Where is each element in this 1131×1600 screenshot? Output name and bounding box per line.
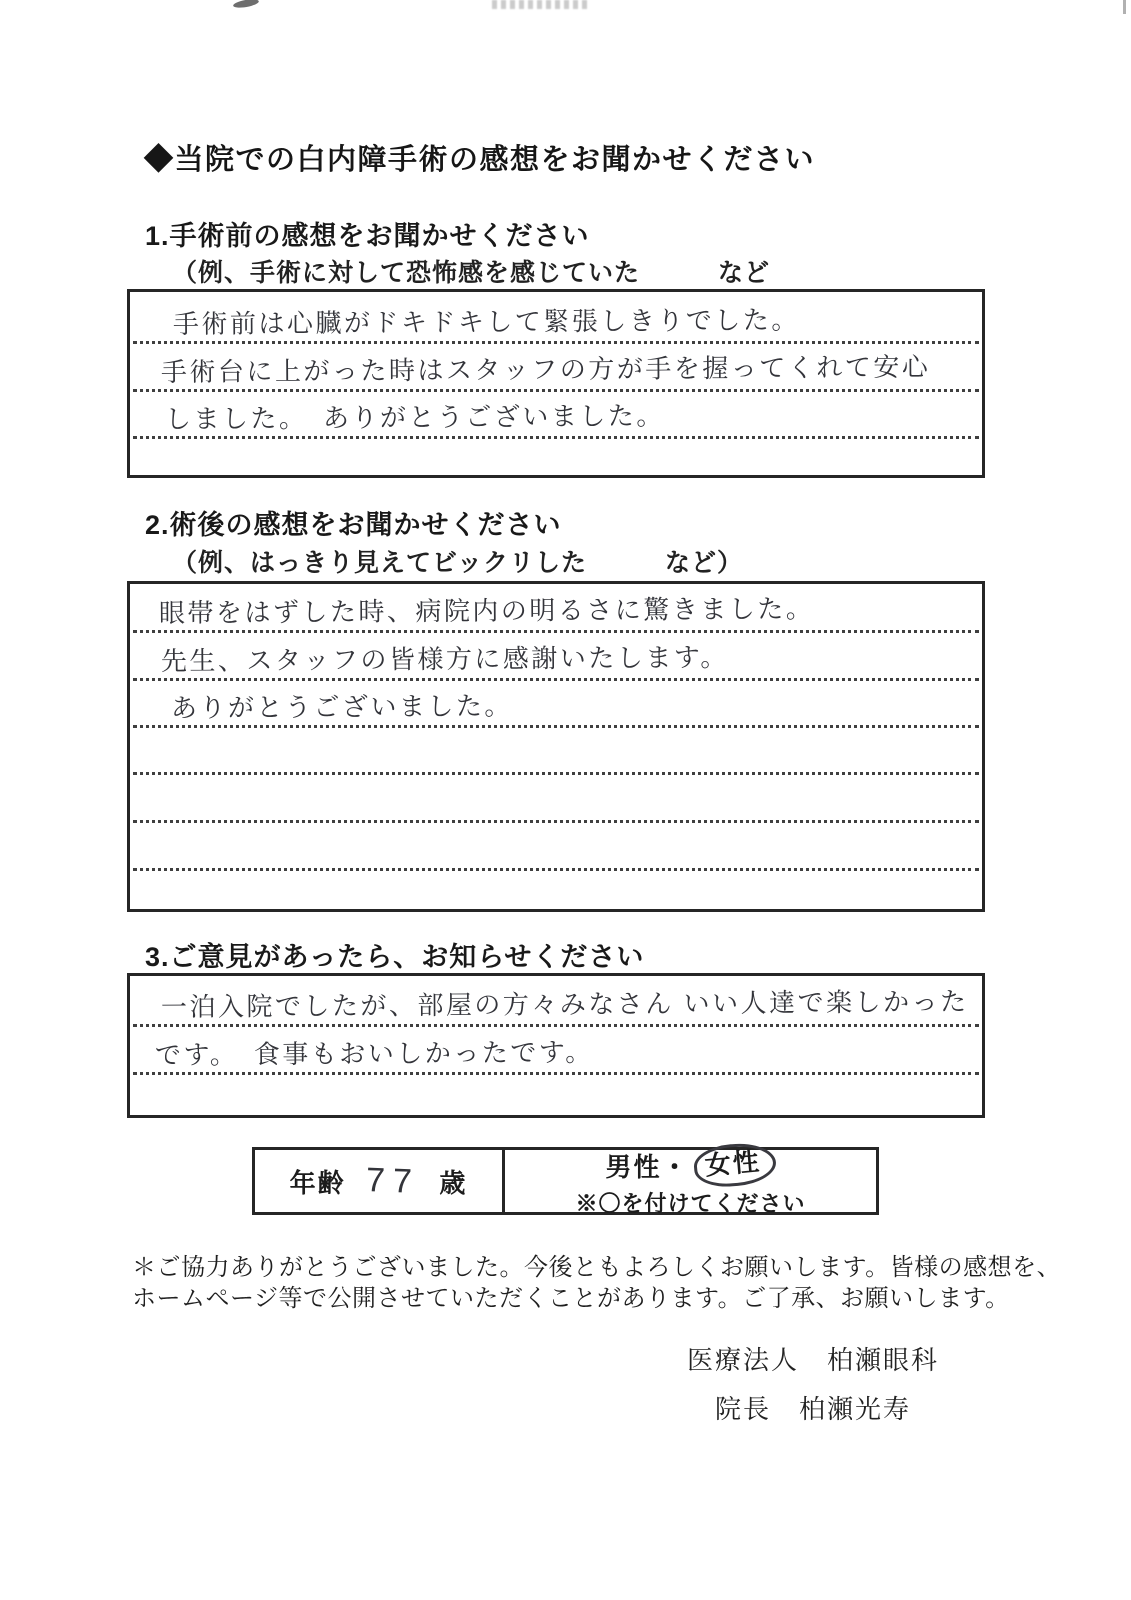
gender-male-label: 男性: [605, 1151, 662, 1182]
scan-artifact: [233, 0, 260, 9]
question-1-example: （例、手術に対して恐怖感を感じていた など: [172, 259, 771, 287]
footer-note-line-1: ＊ご協力ありがとうございました。今後ともよろしくお願いします。皆様の感想を、: [132, 1254, 1062, 1281]
handwritten-answer-line: 手術前は心臓がドキドキして緊張しきりでした。: [172, 304, 800, 340]
ruled-line: [133, 439, 979, 475]
director-name: 院長 柏瀬光寿: [714, 1394, 911, 1424]
handwritten-answer-line: ありがとうございました。: [170, 690, 513, 724]
ruled-line: [133, 871, 979, 909]
page-title: [144, 137, 815, 178]
question-2-example: （例、はっきり見えてビックリした など）: [172, 549, 744, 577]
diamond-icon: ◆: [144, 144, 175, 176]
handwritten-answer-line: 先生、スタッフの皆様方に感謝いたします。: [160, 642, 729, 677]
ruled-line: [133, 728, 979, 775]
question-2-heading: 2.術後の感想をお聞かせください: [145, 510, 562, 540]
handwritten-circle-mark: [692, 1141, 777, 1190]
handwritten-answer-line: 一泊入院でしたが、部屋の方々みなさん いい人達で楽しかった: [160, 986, 969, 1023]
ruled-line: [133, 344, 979, 392]
question-1-heading: 1.手術前の感想をお聞かせください: [145, 221, 590, 251]
footer-note-line-2: ホームページ等で公開させていただくことがあります。ご了承、お願いします。: [132, 1285, 1010, 1312]
answer-box-1: [127, 289, 985, 478]
ruled-line: [133, 823, 979, 871]
handwritten-answer-line: しました。 ありがとうございました。: [164, 400, 665, 435]
age-unit-label: 歳: [439, 1167, 468, 1198]
ruled-line: [133, 292, 979, 344]
ruled-line: [133, 1027, 979, 1075]
scan-artifact: [1123, 0, 1126, 14]
gender-separator-dot: ・: [661, 1151, 690, 1182]
profile-table: [252, 1147, 879, 1215]
ruled-line: [133, 976, 979, 1027]
scan-artifact: [492, 0, 587, 9]
handwritten-age-value: 77: [364, 1160, 421, 1201]
ruled-line: [133, 1075, 979, 1115]
ruled-line: [133, 392, 979, 439]
ruled-line: [133, 681, 979, 728]
age-label: 年齢: [289, 1167, 346, 1198]
question-3-heading: 3.ご意見があったら、お知らせください: [145, 942, 645, 972]
ruled-line: [133, 775, 979, 823]
gender-options: [605, 1144, 775, 1186]
answer-box-3: [127, 973, 985, 1118]
ruled-line: [133, 584, 979, 633]
gender-cell: [505, 1145, 876, 1216]
handwritten-answer-line: です。 食事もおいしかったです。: [154, 1036, 594, 1070]
age-cell: [255, 1150, 505, 1212]
answer-box-2: [127, 581, 985, 912]
clinic-name: 医療法人 柏瀬眼科: [686, 1345, 939, 1375]
ruled-line: [133, 633, 979, 681]
clinic-signature: [633, 1340, 993, 1426]
handwritten-answer-line: 手術台に上がった時はスタッフの方が手を握ってくれて安心: [160, 351, 931, 388]
gender-female-label: 女性: [703, 1145, 762, 1181]
handwritten-answer-line: 眼帯をはずした時、病院内の明るさに驚きました。: [158, 593, 815, 629]
page-title-text: 当院での白内障手術の感想をお聞かせください: [174, 144, 816, 176]
gender-instruction-note: ※〇を付けてください: [575, 1190, 806, 1216]
